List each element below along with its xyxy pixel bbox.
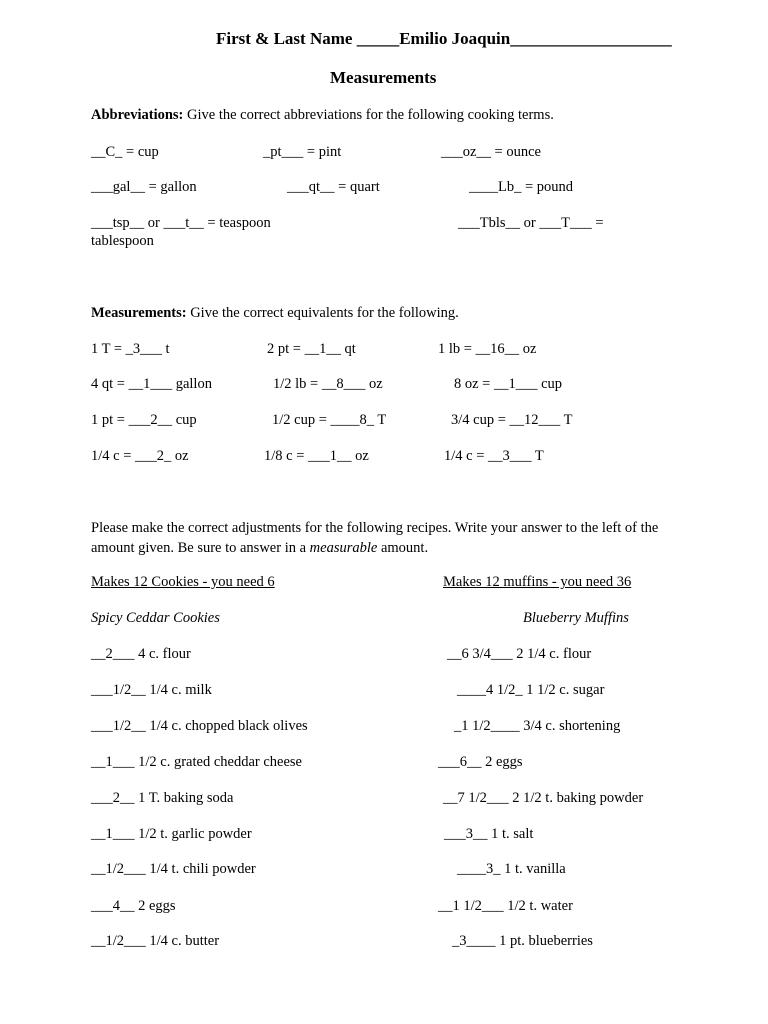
measure-row4-col3: 1/4 c = __3___ T bbox=[444, 448, 544, 464]
measurements-heading: Measurements: bbox=[91, 305, 187, 321]
abbrev-pound: ____Lb_ = pound bbox=[469, 179, 574, 195]
recipe-right-item: __7 1/2___ 2 1/2 t. baking powder bbox=[443, 790, 644, 806]
recipe-right-name: Blueberry Muffins bbox=[523, 610, 629, 626]
recipe-left-item: ___2__ 1 T. baking soda bbox=[91, 790, 234, 806]
adjustments-text-end: amount. bbox=[377, 540, 429, 556]
recipe-left-item: __1/2___ 1/4 t. chili powder bbox=[91, 861, 256, 877]
page-title: Measurements bbox=[330, 68, 437, 87]
adjustments-emphasis: measurable bbox=[309, 540, 378, 556]
recipe-left-item: __1/2___ 1/4 c. butter bbox=[91, 933, 220, 949]
abbreviations-instruction-line bbox=[91, 106, 554, 124]
recipe-left-item: __2___ 4 c. flour bbox=[91, 646, 191, 662]
recipe-left-item: __1___ 1/2 t. garlic powder bbox=[91, 826, 252, 842]
measure-row2-col3: 8 oz = __1___ cup bbox=[454, 376, 563, 392]
recipe-right-item: __6 3/4___ 2 1/4 c. flour bbox=[447, 646, 592, 662]
abbrev-gallon: ___gal__ = gallon bbox=[91, 179, 197, 195]
measure-row3-col1: 1 pt = ___2__ cup bbox=[91, 412, 197, 428]
abbrev-ounce: ___oz__ = ounce bbox=[441, 144, 541, 160]
measure-row1-col1: 1 T = _3___ t bbox=[91, 341, 170, 357]
recipe-right-item: ___3__ 1 t. salt bbox=[444, 826, 534, 842]
recipe-right-item: ___6__ 2 eggs bbox=[438, 754, 523, 770]
abbrev-tablespoon-part1: ___Tbls__ or ___T___ = bbox=[458, 215, 604, 231]
adjustments-instruction bbox=[91, 518, 681, 558]
abbrev-teaspoon: ___tsp__ or ___t__ = teaspoon bbox=[91, 215, 271, 231]
recipe-right-item: __1 1/2___ 1/2 t. water bbox=[438, 898, 573, 914]
adjustments-text: Please make the correct adjustments for the following recipes. Write your answer to the left of the amount given. Be sure to answer in a bbox=[91, 520, 659, 556]
measure-row3-col2: 1/2 cup = ____8_ T bbox=[272, 412, 387, 428]
recipe-left-item: __1___ 1/2 c. grated cheddar cheese bbox=[91, 754, 302, 770]
measure-row1-col3: 1 lb = __16__ oz bbox=[438, 341, 537, 357]
recipe-left-item: ___4__ 2 eggs bbox=[91, 898, 176, 914]
measure-row1-col2: 2 pt = __1__ qt bbox=[267, 341, 356, 357]
recipe-right-item: _1 1/2____ 3/4 c. shortening bbox=[454, 718, 621, 734]
recipe-right-item: ____4 1/2_ 1 1/2 c. sugar bbox=[457, 682, 605, 698]
recipe-right-makes: Makes 12 muffins - you need 36 bbox=[443, 574, 632, 590]
abbreviations-instruction: Give the correct abbreviations for the following cooking terms. bbox=[187, 107, 554, 123]
name-line: First & Last Name _____Emilio Joaquin___________________ bbox=[216, 29, 672, 48]
measure-row2-col1: 4 qt = __1___ gallon bbox=[91, 376, 212, 392]
recipe-left-name: Spicy Ceddar Cookies bbox=[91, 610, 220, 626]
recipe-left-item: ___1/2__ 1/4 c. chopped black olives bbox=[91, 718, 308, 734]
measure-row2-col2: 1/2 lb = __8___ oz bbox=[273, 376, 383, 392]
recipe-left-item: ___1/2__ 1/4 c. milk bbox=[91, 682, 212, 698]
recipe-right-item: ____3_ 1 t. vanilla bbox=[457, 861, 566, 877]
measurements-instruction-line bbox=[91, 304, 459, 322]
abbrev-pint: _pt___ = pint bbox=[263, 144, 342, 160]
measure-row4-col1: 1/4 c = ___2_ oz bbox=[91, 448, 189, 464]
measure-row4-col2: 1/8 c = ___1__ oz bbox=[264, 448, 369, 464]
abbrev-tablespoon-part2: tablespoon bbox=[91, 233, 154, 249]
abbrev-quart: ___qt__ = quart bbox=[287, 179, 380, 195]
recipe-left-makes: Makes 12 Cookies - you need 6 bbox=[91, 574, 275, 590]
abbreviations-heading: Abbreviations: bbox=[91, 107, 184, 123]
measure-row3-col3: 3/4 cup = __12___ T bbox=[451, 412, 573, 428]
abbrev-cup: __C_ = cup bbox=[91, 144, 159, 160]
measurements-instruction: Give the correct equivalents for the following. bbox=[190, 305, 459, 321]
recipe-right-item: _3____ 1 pt. blueberries bbox=[452, 933, 593, 949]
